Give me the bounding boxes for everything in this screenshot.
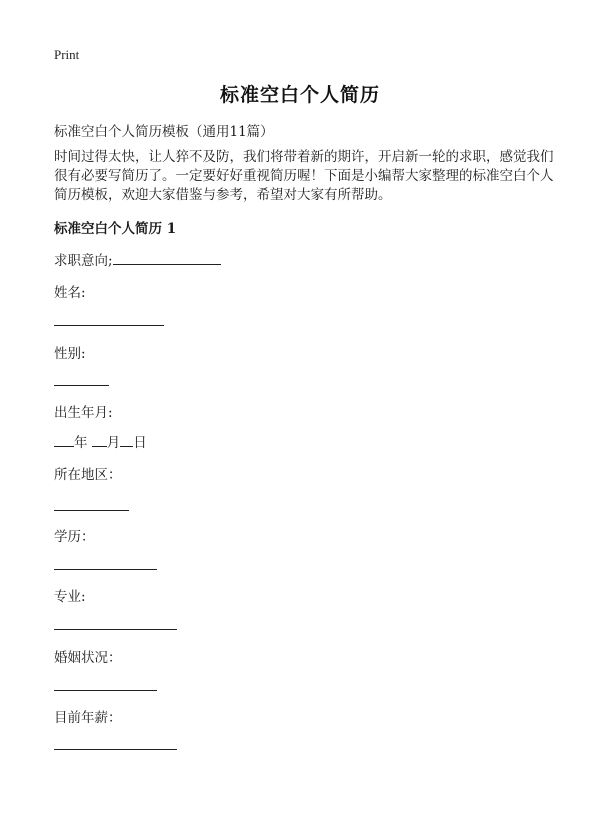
job-intention-label: 求职意向; [54,253,113,269]
gender-label: 性别: [54,346,86,362]
region-label: 所在地区： [54,467,122,483]
current-salary-blank[interactable] [54,749,177,750]
major-label: 专业: [54,589,86,605]
region-blank[interactable] [54,510,129,511]
year-unit: 年 [74,435,88,451]
education-blank[interactable] [54,569,157,570]
name-blank[interactable] [54,325,164,326]
intro-paragraph: 时间过得太快，让人猝不及防，我们将带着新的期许，开启新一轮的求职，感觉我们很有必要写简历了。一定要好好重视简历喔！下面是小编帮大家整理的标准空白个人简历模板，欢迎大家借鉴与参考，希望对大家有所帮助。 [54,149,554,203]
document-subtitle: 标准空白个人简历模板（通用11篇） [54,124,274,140]
gender-blank[interactable] [54,385,109,386]
marital-status-label: 婚姻状况： [54,650,122,666]
section-heading: 标准空白个人简历 1 [54,221,177,237]
print-link[interactable]: Print [54,47,80,62]
education-label: 学历： [54,529,95,545]
birth-year-blank[interactable] [54,434,74,447]
name-label: 姓名: [54,285,86,301]
birth-date-row [54,431,147,451]
job-intention-blank[interactable] [113,252,221,265]
month-unit: 月 [106,435,121,451]
job-intention-row [54,249,221,269]
major-blank[interactable] [54,629,177,630]
birth-label: 出生年月: [54,405,113,421]
birth-month-blank[interactable] [92,434,107,447]
marital-status-blank[interactable] [54,690,157,691]
day-unit: 日 [133,435,147,451]
page-title: 标准空白个人简历 [219,84,380,106]
birth-day-blank[interactable] [120,434,133,447]
current-salary-label: 目前年薪： [54,710,122,726]
